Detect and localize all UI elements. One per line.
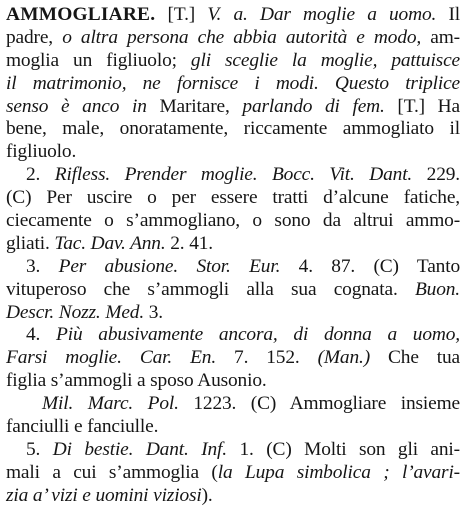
- sense-5-line: [6, 485, 460, 508]
- text-run: moglia un figliuolo;: [6, 49, 191, 71]
- text-run: 229.: [412, 164, 460, 186]
- text-run: ).: [201, 484, 213, 506]
- entry-line: [6, 96, 460, 119]
- italic-text: senso è anco in: [6, 95, 160, 117]
- italic-text: il matrimonio, ne fornisce i modi. Questo triplice: [6, 72, 460, 94]
- entry-line: [6, 141, 460, 164]
- sense-5-line: [6, 462, 460, 485]
- text-run: fanciulli e fanciulle.: [6, 416, 159, 438]
- entry-line: [6, 27, 460, 50]
- italic-text: Descr. Nozz. Med.: [6, 301, 145, 323]
- text-run: gliati.: [6, 232, 55, 254]
- text-run: Il: [436, 4, 460, 25]
- text-run: Che tua: [370, 347, 461, 369]
- italic-text: Rifless. Prender moglie. Bocc. Vit. Dant.: [54, 164, 413, 186]
- italic-text: Tac. Dav. Ann.: [54, 232, 166, 254]
- text-run: figlia s’ammogli a sposo Ausonio.: [6, 370, 267, 392]
- text-run: 1223. (C) Ammogliare insieme: [178, 393, 460, 415]
- text-run: am-: [421, 26, 460, 48]
- text-run: (C) Per uscire o per essere tratti d’alcune fatiche,: [6, 187, 460, 209]
- italic-text: V. a. Dar moglie a uomo.: [207, 4, 437, 25]
- sense-3-line: [6, 256, 460, 279]
- sense-4-citation-line: [6, 393, 460, 416]
- text-run: [T.]: [155, 4, 208, 25]
- italic-text: Mil. Marc. Pol.: [42, 393, 179, 415]
- sense-4-line: [6, 347, 460, 370]
- text-run: figliuolo.: [6, 141, 77, 163]
- text-run: 1. (C) Molti son gli ani-: [227, 438, 460, 460]
- sense-4-line: [6, 370, 460, 393]
- entry-line: [6, 118, 460, 141]
- text-run: [T.] Ha: [384, 95, 460, 117]
- italic-text: Di bestie. Dant. Inf.: [52, 438, 227, 460]
- text-run: 4. 87. (C) Tanto: [280, 255, 460, 277]
- headword: AMMOGLIARE.: [6, 4, 156, 25]
- italic-text: Farsi moglie. Car. En.: [6, 347, 217, 369]
- text-run: padre,: [6, 26, 63, 48]
- text-run: Maritare,: [159, 95, 243, 117]
- italic-text: Per abusione. Stor. Eur.: [58, 255, 281, 277]
- sense-2-line: [6, 233, 460, 256]
- text-run: ciecamente o s’ammogliano, o sono da altrui ammo-: [6, 210, 460, 232]
- entry-line: [6, 50, 460, 73]
- dictionary-entry: [6, 4, 460, 508]
- text-run: 7. 152.: [216, 347, 318, 369]
- sense-4-line: [6, 324, 460, 347]
- entry-line: [6, 73, 460, 96]
- italic-text: parlando di fem.: [242, 95, 385, 117]
- text-run: bene, male, onoratamente, riccamente ammogliato il: [6, 118, 460, 140]
- text-run: 2. 41.: [165, 232, 213, 254]
- sense-3-line: [6, 302, 460, 325]
- italic-text: o altra persona che abbia autorità e modo,: [62, 26, 422, 48]
- sense-5-line: [6, 439, 460, 462]
- text-run: 5.: [26, 438, 53, 460]
- sense-3-line: [6, 279, 460, 302]
- text-run: 4.: [26, 324, 57, 346]
- italic-text: zia a’ vizi e uomini viziosi: [6, 484, 202, 506]
- sense-2-line: [6, 164, 460, 187]
- text-run: 3.: [26, 255, 59, 277]
- italic-text: gli sceglie la moglie, pattuisce: [190, 49, 460, 71]
- italic-text: la Lupa simbolica ; l’avari-: [217, 461, 460, 483]
- text-run: mali a cui s’ammoglia (: [6, 461, 218, 483]
- italic-text: Più abusivamente ancora, di donna a uomo,: [56, 324, 460, 346]
- sense-2-line: [6, 210, 460, 233]
- text-run: vituperoso che s’ammogli alla sua cognata.: [6, 278, 415, 300]
- italic-text: (Man.): [317, 347, 370, 369]
- text-run: 2.: [26, 164, 55, 186]
- sense-4-citation-line: [6, 416, 460, 439]
- sense-2-line: [6, 187, 460, 210]
- text-run: 3.: [144, 301, 163, 323]
- italic-text: Buon.: [414, 278, 460, 300]
- entry-line-headword: [6, 4, 460, 27]
